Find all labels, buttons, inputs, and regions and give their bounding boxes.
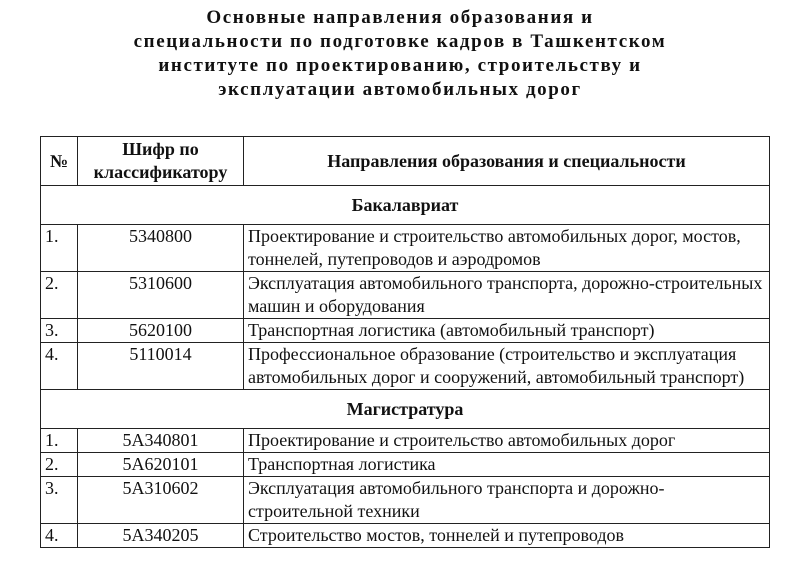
title-line: специальности по подготовке кадров в Ташкентском — [133, 31, 667, 52]
row-code: 5A620101 — [78, 453, 244, 477]
document-title — [0, 0, 800, 102]
section-title: Магистратура — [41, 390, 770, 429]
header-num: № — [41, 137, 78, 186]
table-row — [41, 524, 770, 548]
row-num: 3. — [41, 319, 78, 343]
row-num: 2. — [41, 453, 78, 477]
row-code: 5340800 — [78, 225, 244, 272]
table-row — [41, 225, 770, 272]
table-row — [41, 319, 770, 343]
row-direction: Проектирование и строительство автомобильных дорог — [244, 429, 770, 453]
section-row — [41, 390, 770, 429]
row-num: 4. — [41, 343, 78, 390]
row-num: 1. — [41, 429, 78, 453]
table-row — [41, 272, 770, 319]
specialties-table — [40, 136, 770, 548]
table-header-row — [41, 137, 770, 186]
title-line: Основные направления образования и — [206, 7, 594, 28]
section-title: Бакалавриат — [41, 186, 770, 225]
header-direction: Направления образования и специальности — [244, 137, 770, 186]
table-row — [41, 453, 770, 477]
row-direction: Профессиональное образование (строительство и эксплуатация автомобильных дорог и сооружений, автомобильный транспорт) — [244, 343, 770, 390]
row-direction: Проектирование и строительство автомобильных дорог, мостов, тоннелей, путепроводов и аэродромов — [244, 225, 770, 272]
section-row — [41, 186, 770, 225]
row-num: 3. — [41, 477, 78, 524]
table-row — [41, 477, 770, 524]
row-code: 5A340205 — [78, 524, 244, 548]
row-direction: Эксплуатация автомобильного транспорта, дорожно-строительных машин и оборудования — [244, 272, 770, 319]
header-code: Шифр по классификатору — [78, 137, 244, 186]
row-num: 4. — [41, 524, 78, 548]
row-num: 2. — [41, 272, 78, 319]
row-code: 5310600 — [78, 272, 244, 319]
row-code: 5620100 — [78, 319, 244, 343]
row-direction: Транспортная логистика (автомобильный транспорт) — [244, 319, 770, 343]
row-direction: Транспортная логистика — [244, 453, 770, 477]
row-code: 5110014 — [78, 343, 244, 390]
row-num: 1. — [41, 225, 78, 272]
row-direction: Строительство мостов, тоннелей и путепроводов — [244, 524, 770, 548]
row-code: 5A340801 — [78, 429, 244, 453]
row-code: 5A310602 — [78, 477, 244, 524]
table-row — [41, 429, 770, 453]
row-direction: Эксплуатация автомобильного транспорта и дорожно-строительной техники — [244, 477, 770, 524]
title-line: эксплуатации автомобильных дорог — [218, 79, 582, 100]
table-row — [41, 343, 770, 390]
title-line: институте по проектированию, строительству и — [158, 55, 642, 76]
